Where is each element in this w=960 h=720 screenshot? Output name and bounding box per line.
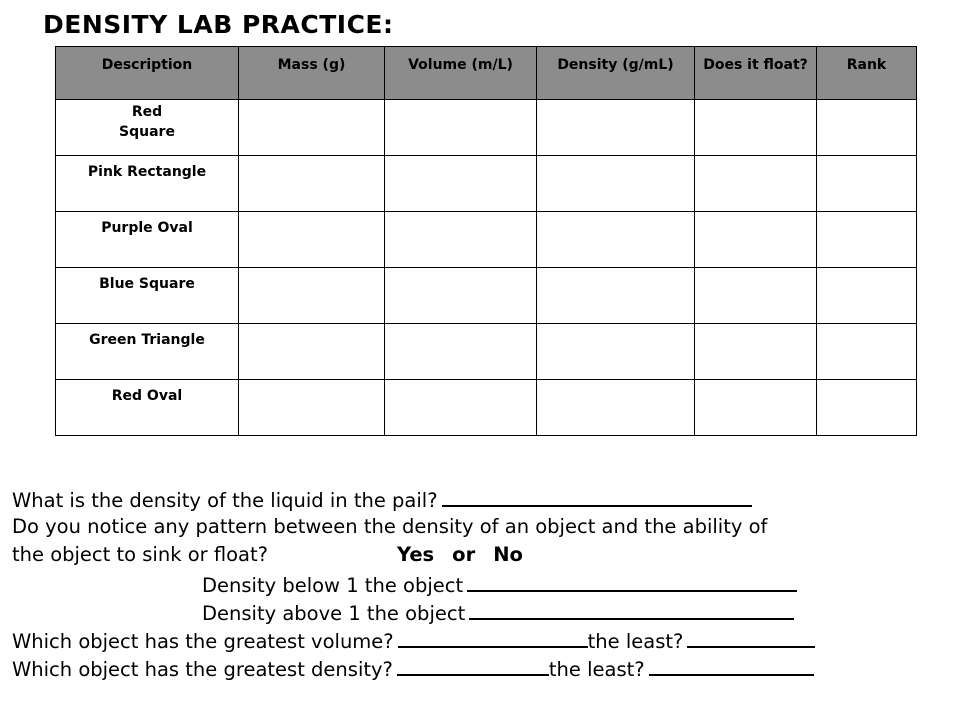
table-row <box>56 212 917 268</box>
float-cell[interactable] <box>695 268 817 324</box>
row-description <box>56 100 239 156</box>
description-line: Red <box>131 104 163 120</box>
answer-blank[interactable] <box>469 598 794 620</box>
answer-blank[interactable] <box>442 485 752 507</box>
table-row <box>56 156 917 212</box>
volume-cell[interactable] <box>385 380 537 436</box>
table-row <box>56 380 917 436</box>
or-text: or <box>452 543 476 567</box>
header-description: Description <box>56 47 239 100</box>
float-cell[interactable] <box>695 324 817 380</box>
header-mass: Mass (g) <box>239 47 385 100</box>
rank-cell[interactable] <box>817 156 917 212</box>
mass-cell[interactable] <box>239 212 385 268</box>
density-cell[interactable] <box>537 324 695 380</box>
table-row <box>56 100 917 156</box>
question-density-above <box>12 598 952 626</box>
answer-blank[interactable] <box>687 626 815 648</box>
float-cell[interactable] <box>695 156 817 212</box>
question-text: What is the density of the liquid in the pail? <box>12 489 438 512</box>
volume-cell[interactable] <box>385 324 537 380</box>
rank-cell[interactable] <box>817 324 917 380</box>
question-text: Which object has the greatest volume? <box>12 629 394 653</box>
question-text: Density above 1 the object <box>202 601 466 625</box>
rank-cell[interactable] <box>817 212 917 268</box>
mass-cell[interactable] <box>239 156 385 212</box>
volume-cell[interactable] <box>385 156 537 212</box>
question-pattern <box>12 513 952 541</box>
yes-option[interactable]: Yes <box>397 543 435 567</box>
table-header-row <box>56 47 917 100</box>
question-text: Which object has the greatest density? <box>12 658 393 682</box>
rank-cell[interactable] <box>817 268 917 324</box>
question-text: Density below 1 the object <box>202 573 464 597</box>
density-cell[interactable] <box>537 212 695 268</box>
question-liquid-density <box>12 485 952 513</box>
float-cell[interactable] <box>695 100 817 156</box>
question-density <box>12 654 952 682</box>
volume-cell[interactable] <box>385 268 537 324</box>
mass-cell[interactable] <box>239 324 385 380</box>
mass-cell[interactable] <box>239 100 385 156</box>
density-table <box>55 46 917 436</box>
question-text: the least? <box>548 658 645 682</box>
answer-blank[interactable] <box>398 626 588 648</box>
question-text: Do you notice any pattern between the density of an object and the ability of <box>12 515 768 539</box>
header-volume: Volume (m/L) <box>385 47 537 100</box>
yes-or-no <box>397 541 541 569</box>
density-cell[interactable] <box>537 156 695 212</box>
density-cell[interactable] <box>537 100 695 156</box>
question-text: the least? <box>587 629 684 653</box>
mass-cell[interactable] <box>239 380 385 436</box>
question-volume <box>12 626 952 654</box>
no-option[interactable]: No <box>493 543 523 567</box>
questions-section <box>12 485 952 682</box>
float-cell[interactable] <box>695 380 817 436</box>
table-row <box>56 268 917 324</box>
volume-cell[interactable] <box>385 100 537 156</box>
density-cell[interactable] <box>537 268 695 324</box>
answer-blank[interactable] <box>649 654 814 676</box>
header-float: Does it float? <box>695 47 817 100</box>
description-line: Square <box>119 124 175 140</box>
row-description: Purple Oval <box>56 212 239 268</box>
header-density: Density (g/mL) <box>537 47 695 100</box>
question-pattern-continued <box>12 541 952 569</box>
question-density-below <box>12 570 952 598</box>
rank-cell[interactable] <box>817 100 917 156</box>
page-title: DENSITY LAB PRACTICE: <box>43 10 394 39</box>
answer-blank[interactable] <box>467 570 797 592</box>
volume-cell[interactable] <box>385 212 537 268</box>
float-cell[interactable] <box>695 212 817 268</box>
question-text: the object to sink or float? <box>12 543 268 567</box>
row-description: Pink Rectangle <box>56 156 239 212</box>
row-description: Blue Square <box>56 268 239 324</box>
table-row <box>56 324 917 380</box>
answer-blank[interactable] <box>397 654 549 676</box>
mass-cell[interactable] <box>239 268 385 324</box>
density-cell[interactable] <box>537 380 695 436</box>
rank-cell[interactable] <box>817 380 917 436</box>
row-description: Green Triangle <box>56 324 239 380</box>
row-description: Red Oval <box>56 380 239 436</box>
header-rank: Rank <box>817 47 917 100</box>
